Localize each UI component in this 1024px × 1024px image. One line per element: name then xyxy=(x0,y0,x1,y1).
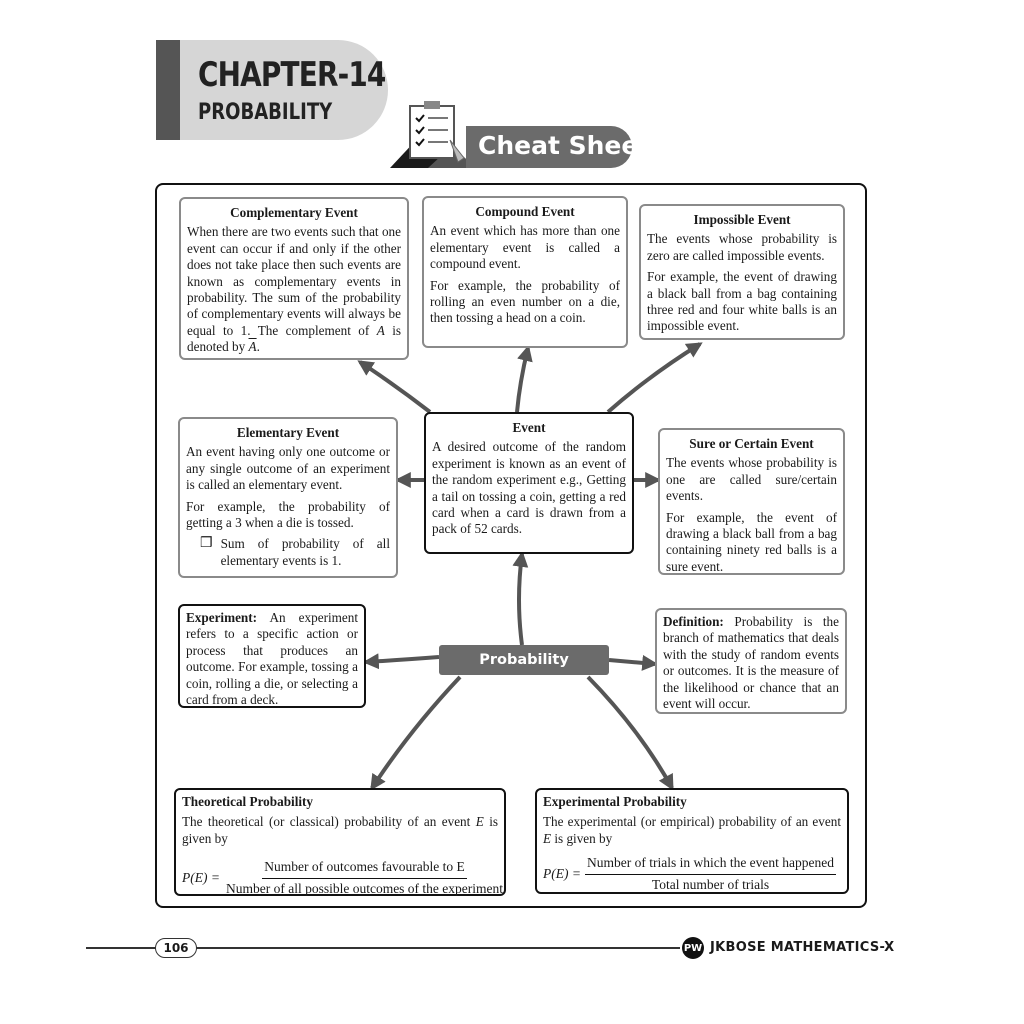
sure-event-box xyxy=(658,428,845,575)
event-title: Event xyxy=(512,420,546,435)
elementary-event-note: ❒ Sum of probability of all elementary events is 1. xyxy=(200,536,390,568)
arrow-to-impossible xyxy=(608,344,700,412)
theoretical-probability-box xyxy=(174,788,506,896)
sure-event-example: For example, the event of drawing a black ball from a bag containing ninety red balls is a sure event. xyxy=(666,509,837,574)
chapter-title: CHAPTER-14 xyxy=(198,55,386,95)
arrow-to-compound xyxy=(517,348,528,412)
definition-label: Definition: xyxy=(663,614,724,629)
elementary-event-title: Elementary Event xyxy=(236,425,340,440)
complementary-event-title: Complementary Event xyxy=(230,205,358,220)
experimental-probability-box xyxy=(535,788,849,894)
compound-event-title: Compound Event xyxy=(475,204,575,219)
arrow-to-experiment xyxy=(366,657,439,662)
sure-event-title: Sure or Certain Event xyxy=(689,436,814,451)
experimental-probability-title: Experimental Probability xyxy=(543,794,687,809)
impossible-event-title: Impossible Event xyxy=(693,212,791,227)
event-box xyxy=(424,412,634,554)
book-title: JKBOSE MATHEMATICS-X xyxy=(710,940,895,955)
cheat-sheet-label: Cheat Sheet xyxy=(478,131,651,160)
arrow-to-definition xyxy=(609,660,655,664)
theoretical-probability-formula: P(E) = $\frac{\text{Number of outcomes favourable to E}}{\text{Number of all possible outcomes of the experiment}}$ xyxy=(182,859,504,896)
chapter-subtitle: PROBABILITY xyxy=(198,100,333,125)
complementary-event-box xyxy=(179,197,409,360)
pw-logo-icon: PW xyxy=(682,937,704,959)
elementary-event-box xyxy=(178,417,398,578)
formula-denominator: Total number of trials xyxy=(651,876,770,892)
page-number: 106 xyxy=(155,938,197,958)
compound-event-example: For example, the probability of rolling an even number on a die, then tossing a head on a coin. xyxy=(430,277,620,326)
theoretical-probability-text: The theoretical (or classical) probability of an event E is given by xyxy=(182,814,499,846)
formula-numerator: Number of trials in which the event happened xyxy=(585,855,836,874)
definition-text: Probability is the branch of mathematics that deals with the study of random events or outcomes. It is the measure of the likelihood or chance that an event will occur. xyxy=(663,614,839,712)
arrow-to-event xyxy=(519,554,522,645)
impossible-event-definition: The events whose probability is zero are called impossible events. xyxy=(647,231,837,263)
probability-center-node: Probability xyxy=(439,645,609,675)
formula-denominator: Number of all possible outcomes of the experiment xyxy=(225,880,504,896)
experiment-text: An experiment refers to a specific action or process that produces an outcome. For example, tossing a coin, rolling a die, or selecting a card from a deck. xyxy=(186,610,358,708)
compound-event-definition: An event which has more than one elementary event is called a compound event. xyxy=(430,223,620,272)
experiment-label: Experiment: xyxy=(186,610,258,625)
arrow-to-complementary xyxy=(360,362,430,412)
experimental-probability-formula: P(E) = $\frac{\text{Number of trials in which the event happened}}{\text{Total number of trials}}$ xyxy=(543,855,835,892)
experiment-box xyxy=(178,604,366,708)
compound-event-box xyxy=(422,196,628,348)
experimental-probability-text: The experimental (or empirical) probability of an event E is given by xyxy=(543,814,841,846)
impossible-event-example: For example, the event of drawing a black ball from a bag containing three red and four white balls is an impossible event. xyxy=(647,269,837,334)
complementary-event-text: When there are two events such that one event can occur if and only if the other does not take place then such events are known as complementary events in probability. The sum of the probability of complementary events will always be equal to 1. The complement of A is denoted by $\overline{A}$. xyxy=(187,224,402,355)
checkbox-bullet-icon: ❒ xyxy=(200,536,213,552)
theoretical-probability-title: Theoretical Probability xyxy=(182,794,314,809)
definition-box xyxy=(655,608,847,714)
formula-numerator: Number of outcomes favourable to E xyxy=(262,859,467,878)
event-definition: A desired outcome of the random experiment is known as an event of the random experiment e.g., Getting a tail on tossing a coin, getting a red card when a card is drawn from a pack of 52 cards. xyxy=(432,439,626,537)
elementary-event-example: For example, the probability of getting a 3 when a die is tossed. xyxy=(186,498,390,531)
elementary-event-definition: An event having only one outcome or any single outcome of an experiment is called an elementary event. xyxy=(186,444,390,493)
sure-event-definition: The events whose probability is one are called sure/certain events. xyxy=(666,455,837,504)
arrow-to-theoretical xyxy=(372,677,460,788)
impossible-event-box xyxy=(639,204,845,340)
